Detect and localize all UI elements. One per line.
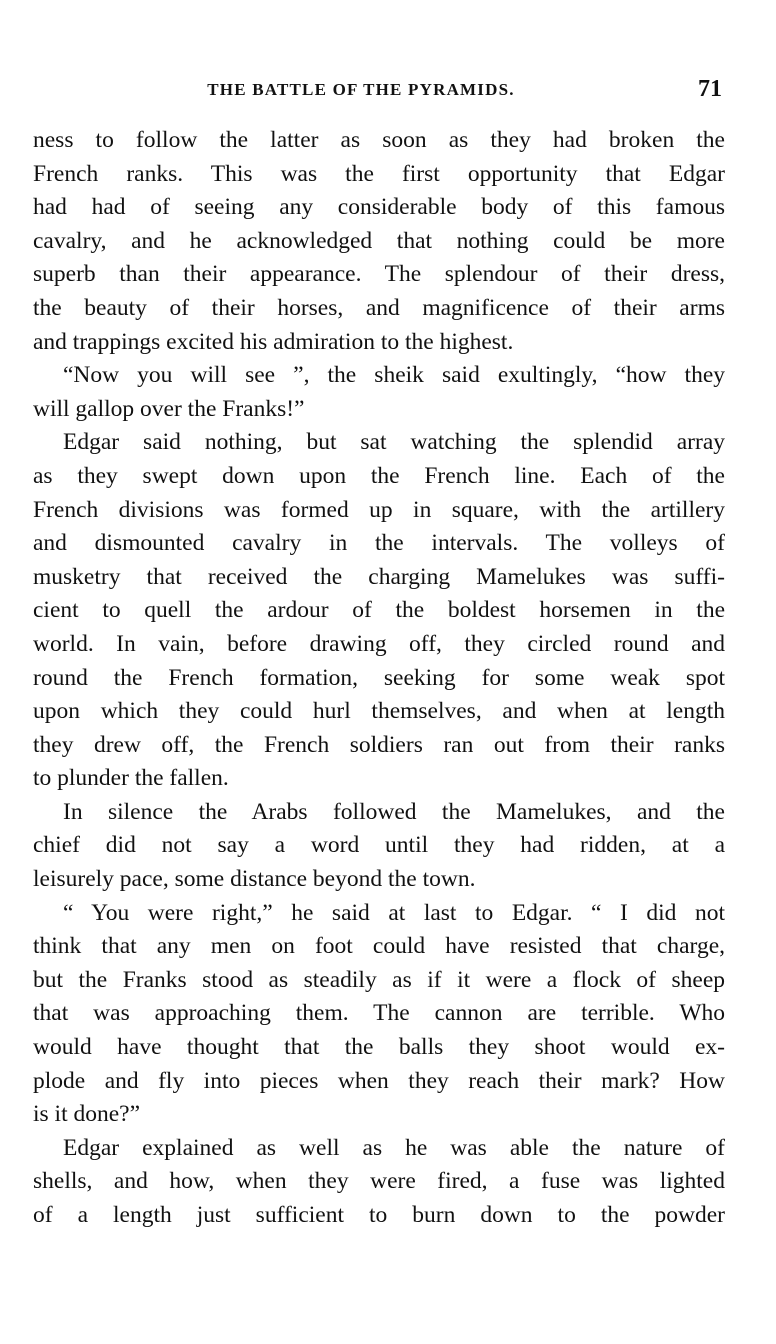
text-line: and dismounted cavalry in the intervals. The volleys of (33, 530, 725, 557)
text-line: In silence the Arabs followed the Mamelukes, and the (63, 798, 725, 825)
text-line: cavalry, and he acknowledged that nothing could be more (33, 227, 725, 254)
text-line: and trappings excited his admiration to the highest. (33, 328, 514, 355)
text-line: “ You were right,” he said at last to Edgar. “ I did not (63, 899, 725, 926)
text-line: had had of seeing any considerable body of this famous (33, 194, 725, 221)
text-line: would have thought that the balls they shoot would ex- (33, 1034, 725, 1061)
text-line: of a length just sufficient to burn down to the powder (33, 1202, 725, 1228)
text-line: think that any men on foot could have resisted that charge, (33, 933, 725, 960)
text-line: French ranks. This was the first opportunity that Edgar (33, 160, 725, 187)
text-line: French divisions was formed up in square, with the artillery (33, 496, 725, 523)
body-text (33, 124, 725, 1233)
text-line: world. In vain, before drawing off, they circled round and (33, 630, 725, 657)
text-line: is it done?” (33, 1101, 141, 1128)
text-line: cient to quell the ardour of the boldest horsemen in the (33, 597, 725, 624)
text-line: ness to follow the latter as soon as they had broken the (33, 127, 725, 153)
text-line: as they swept down upon the French line. Each of the (33, 462, 725, 489)
text-line: “Now you will see ”, the sheik said exultingly, “how they (63, 362, 725, 389)
text-line: round the French formation, seeking for some weak spot (33, 664, 725, 691)
text-line: they drew off, the French soldiers ran out from their ranks (33, 731, 725, 758)
text-line: that was approaching them. The cannon are terrible. Who (33, 1000, 725, 1027)
text-line: the beauty of their horses, and magnificence of their arms (33, 294, 725, 321)
page-number: 71 (698, 76, 722, 102)
running-head (36, 76, 726, 106)
text-line: chief did not say a word until they had ridden, at a (33, 832, 725, 859)
text-line: upon which they could hurl themselves, and when at length (33, 698, 725, 725)
text-line: to plunder the fallen. (33, 765, 229, 792)
text-line: superb than their appearance. The splendour of their dress, (33, 261, 725, 288)
text-line: musketry that received the charging Mamelukes was suffi- (33, 563, 725, 590)
text-line: but the Franks stood as steadily as if it were a flock of sheep (33, 966, 725, 993)
text-line: plode and fly into pieces when they reach their mark? How (33, 1067, 725, 1094)
text-line: leisurely pace, some distance beyond the town. (33, 866, 476, 893)
text-line: shells, and how, when they were fired, a fuse was lighted (33, 1168, 725, 1195)
text-line: Edgar said nothing, but sat watching the splendid array (63, 429, 725, 456)
text-line: will gallop over the Franks!” (33, 395, 305, 422)
running-title: THE BATTLE OF THE PYRAMIDS. (207, 80, 515, 99)
text-line: Edgar explained as well as he was able the nature of (63, 1134, 725, 1161)
